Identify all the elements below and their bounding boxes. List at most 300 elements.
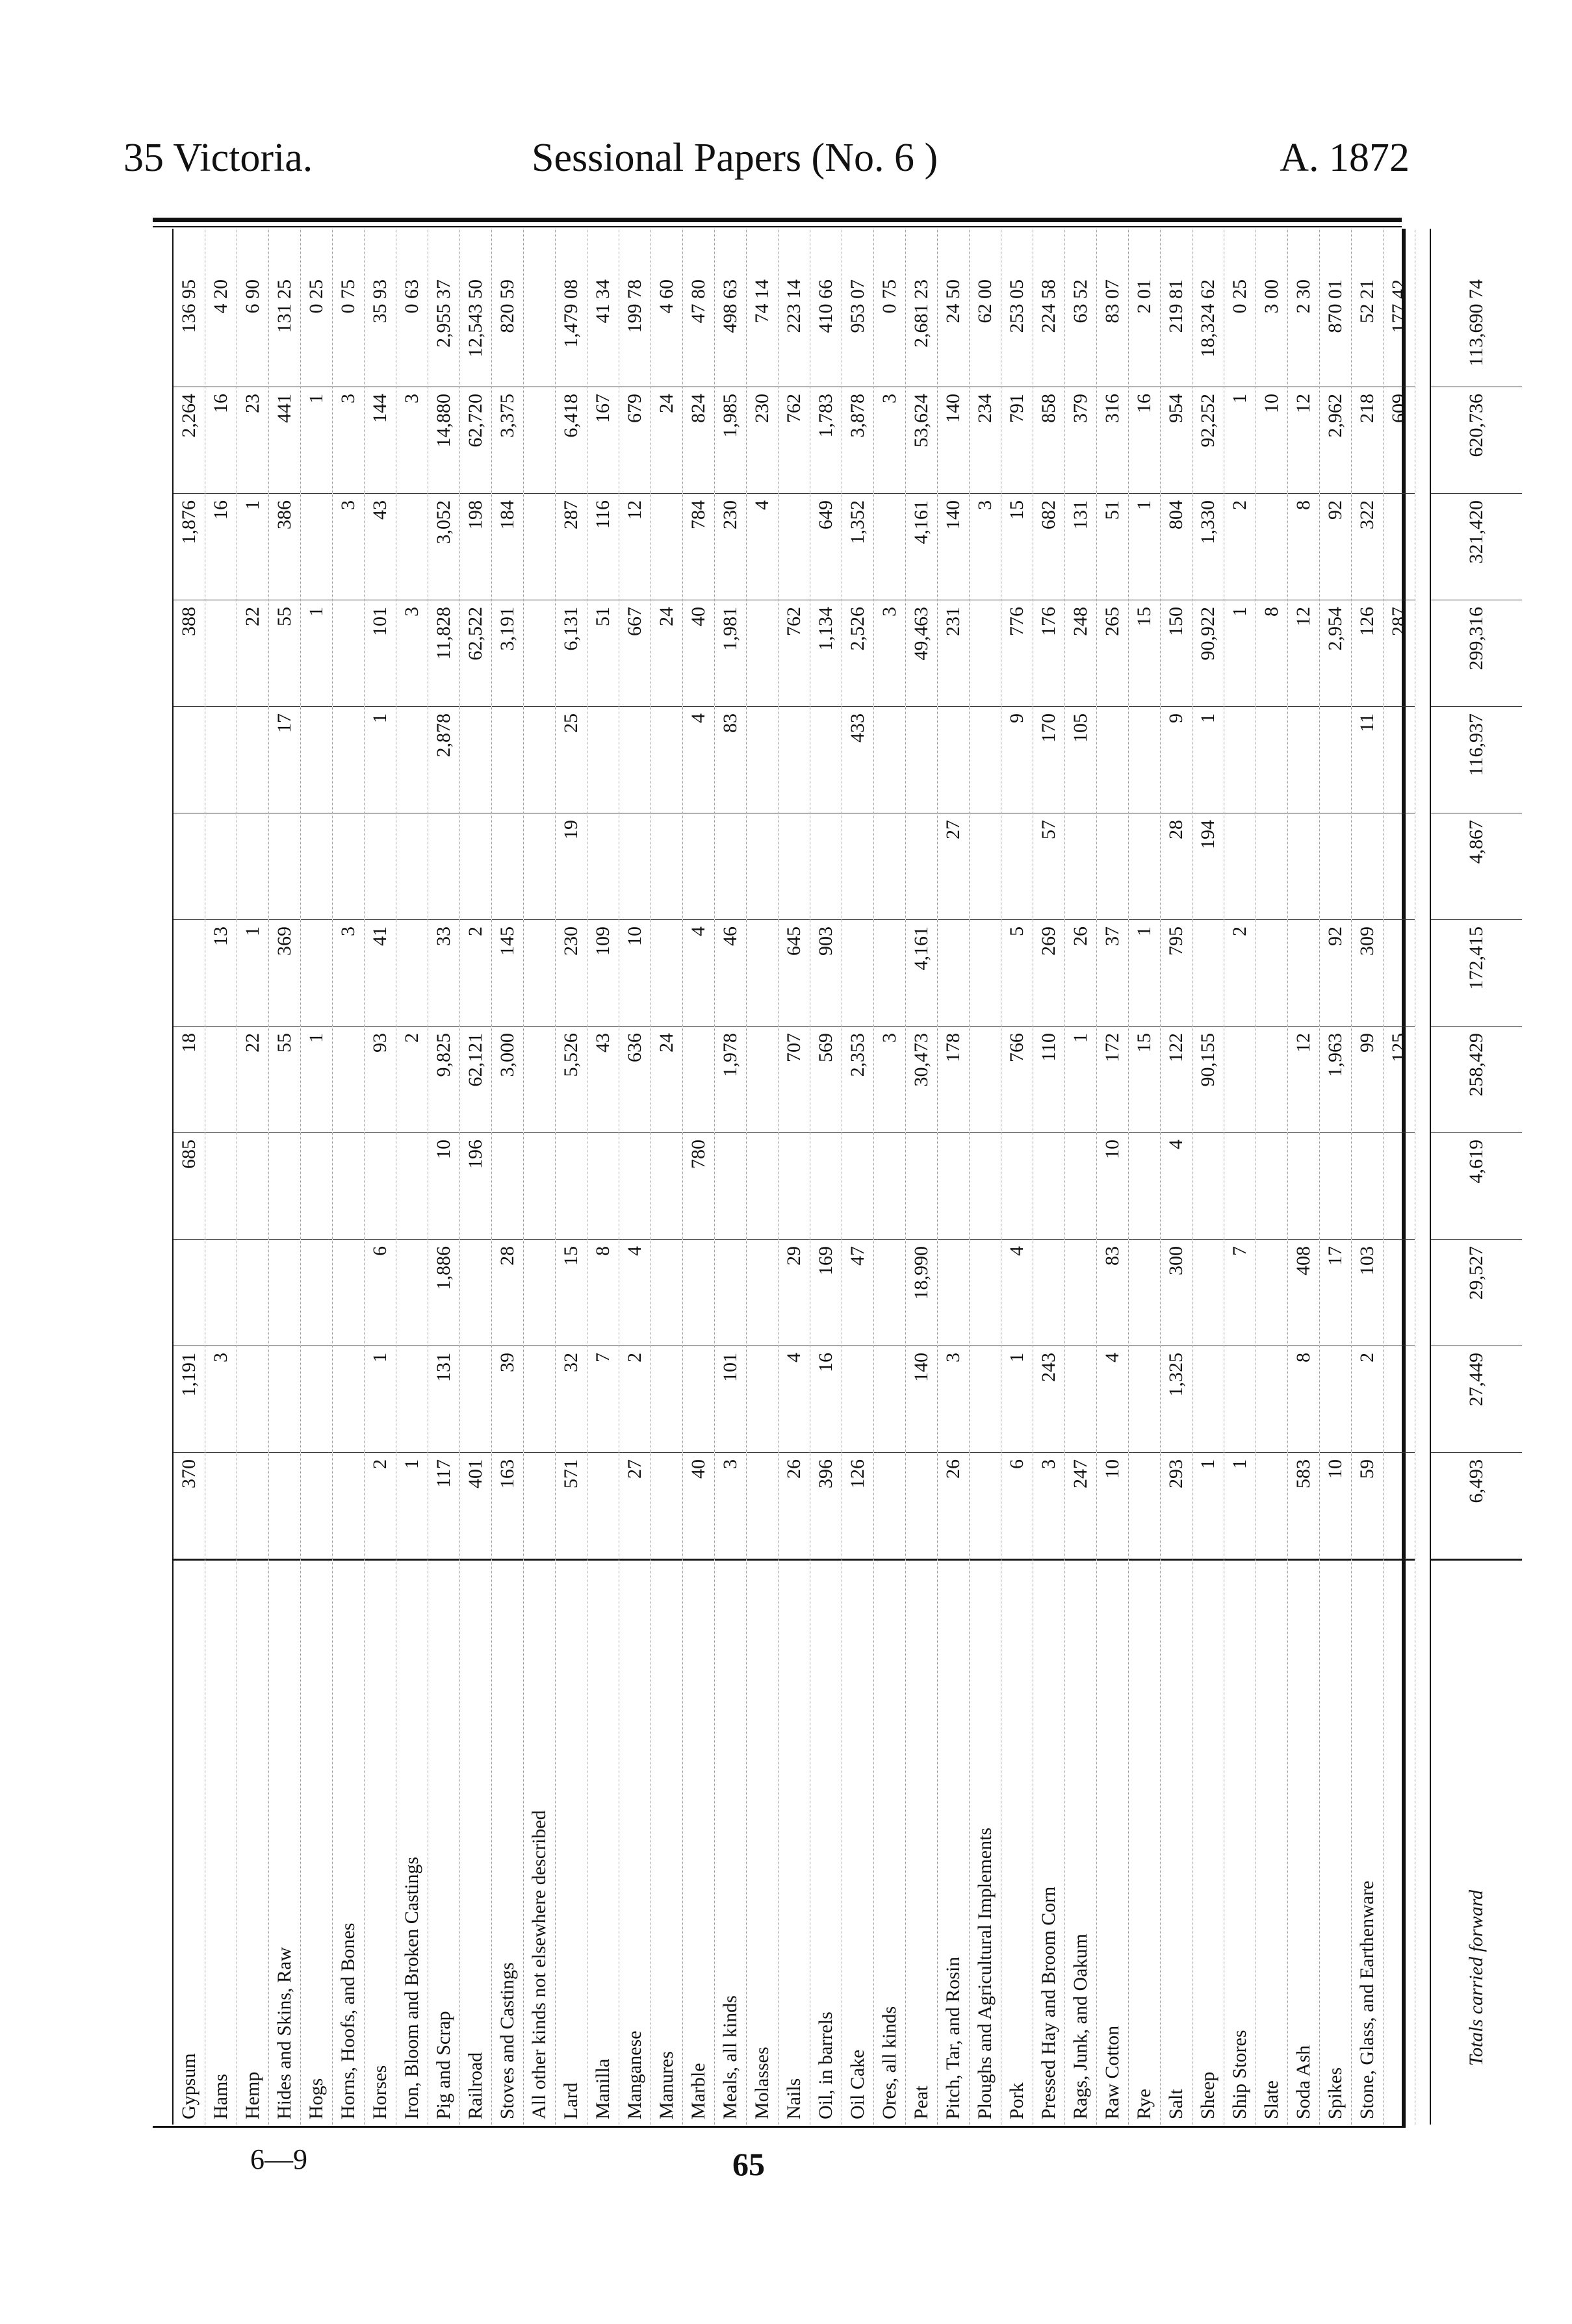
table-cell: 170 xyxy=(1033,707,1064,813)
table-cell: 685 xyxy=(174,1133,205,1240)
table-row xyxy=(1352,229,1384,2125)
table-row xyxy=(1192,229,1224,2125)
table-cell: 52 21 xyxy=(1352,273,1383,387)
table-cell: 131 xyxy=(1065,494,1096,600)
table-cell: 18 xyxy=(174,1027,205,1133)
table-cell: 51 xyxy=(587,600,619,707)
table-cell xyxy=(333,707,364,813)
table-cell xyxy=(1224,1027,1256,1133)
table-cell: 223 14 xyxy=(779,273,810,387)
table-cell: 2,878 xyxy=(428,707,459,813)
table-cell: 15 xyxy=(1001,494,1033,600)
table-cell xyxy=(1129,1133,1160,1240)
table-cell xyxy=(1288,813,1319,920)
table-cell: 609 xyxy=(1384,387,1415,494)
row-label: Pitch, Tar, and Rosin xyxy=(938,1559,969,2125)
row-label: Marble xyxy=(683,1559,714,2125)
row-label: Molasses xyxy=(747,1559,778,2125)
table-cell: 2 30 xyxy=(1288,273,1319,387)
total-cell: 299,316 xyxy=(1431,600,1522,707)
table-cell: 370 xyxy=(174,1453,205,1559)
table-cell: 396 xyxy=(810,1453,842,1559)
table-row xyxy=(492,229,524,2125)
table-cell: 636 xyxy=(619,1027,651,1133)
table-cell: 401 xyxy=(460,1453,491,1559)
table-cell: 4,161 xyxy=(906,920,937,1027)
totals-label: Totals carried forward xyxy=(1431,1559,1522,2125)
table-cell xyxy=(524,387,555,494)
table-cell: 40 xyxy=(683,1453,714,1559)
table-cell: 26 xyxy=(779,1453,810,1559)
table-cell: 234 xyxy=(970,387,1001,494)
table-cell: 1 xyxy=(1224,387,1256,494)
table-cell: 110 xyxy=(1033,1027,1064,1133)
table-row xyxy=(810,229,842,2125)
table-cell xyxy=(651,1133,682,1240)
row-label: Nails xyxy=(779,1559,810,2125)
table-cell xyxy=(524,920,555,1027)
table-cell: 3,000 xyxy=(492,1027,523,1133)
table-cell: 230 xyxy=(715,494,746,600)
table-cell: 776 xyxy=(1001,600,1033,707)
total-cell: 116,937 xyxy=(1431,707,1522,813)
table-cell xyxy=(396,1133,428,1240)
table-cell: 177 42 xyxy=(1384,273,1415,387)
table-cell xyxy=(524,273,555,387)
table-cell: 9 xyxy=(1001,707,1033,813)
table-cell: 18,990 xyxy=(906,1240,937,1346)
table-row xyxy=(524,229,556,2125)
totals-row xyxy=(1430,229,1522,2125)
table-cell xyxy=(524,707,555,813)
table-cell xyxy=(938,1240,969,1346)
table-cell xyxy=(1256,1027,1287,1133)
table-cell: 28 xyxy=(492,1240,523,1346)
table-cell xyxy=(683,1027,714,1133)
signature-mark: 6—9 xyxy=(250,2143,307,2175)
row-label: Soda Ash xyxy=(1288,1559,1319,2125)
table-cell xyxy=(237,1453,268,1559)
table-cell: 386 xyxy=(269,494,300,600)
table-cell: 12 xyxy=(1288,1027,1319,1133)
table-cell: 10 xyxy=(1097,1453,1128,1559)
table-cell: 122 xyxy=(1161,1027,1192,1133)
table-cell xyxy=(333,1027,364,1133)
table-cell: 105 xyxy=(1065,707,1096,813)
table-cell: 1 xyxy=(301,1027,332,1133)
table-cell xyxy=(1001,813,1033,920)
table-cell xyxy=(205,813,237,920)
table-cell: 265 xyxy=(1097,600,1128,707)
row-label: All other kinds not elsewhere described xyxy=(524,1559,555,2125)
table-cell: 8 xyxy=(1256,600,1287,707)
table-cell: 62,121 xyxy=(460,1027,491,1133)
table-cell: 903 xyxy=(810,920,842,1027)
table-cell: 3,878 xyxy=(842,387,873,494)
table-row xyxy=(269,229,301,2125)
table-cell xyxy=(524,600,555,707)
row-label: Horns, Hoofs, and Bones xyxy=(333,1559,364,2125)
table-cell xyxy=(747,1240,778,1346)
table-cell xyxy=(1033,1133,1064,1240)
page-footer xyxy=(0,2138,1572,2215)
table-cell: 4 xyxy=(1161,1133,1192,1240)
table-row xyxy=(1288,229,1320,2125)
table-cell: 3,052 xyxy=(428,494,459,600)
total-cell: 29,527 xyxy=(1431,1240,1522,1346)
table-cell: 2 xyxy=(396,1027,428,1133)
table-cell xyxy=(1288,1133,1319,1240)
table-cell xyxy=(301,1346,332,1453)
table-cell: 2,962 xyxy=(1320,387,1351,494)
table-cell: 53,624 xyxy=(906,387,937,494)
table-row xyxy=(428,229,460,2125)
table-cell: 62,720 xyxy=(460,387,491,494)
table-cell xyxy=(1224,813,1256,920)
table-cell xyxy=(1384,1346,1415,1453)
table-cell: 1,978 xyxy=(715,1027,746,1133)
table-cell: 3 xyxy=(396,387,428,494)
table-cell xyxy=(174,1240,205,1346)
table-cell xyxy=(906,707,937,813)
table-row xyxy=(1033,229,1065,2125)
table-cell xyxy=(396,920,428,1027)
table-cell: 28 xyxy=(1161,813,1192,920)
table-cell: 3,375 xyxy=(492,387,523,494)
table-cell: 22 xyxy=(237,1027,268,1133)
table-cell: 178 xyxy=(938,1027,969,1133)
table-cell: 101 xyxy=(365,600,396,707)
table-cell xyxy=(301,920,332,1027)
table-cell: 4 xyxy=(779,1346,810,1453)
table-cell xyxy=(269,813,300,920)
table-row xyxy=(205,229,237,2125)
table-cell: 433 xyxy=(842,707,873,813)
table-cell xyxy=(1192,1346,1224,1453)
table-cell xyxy=(333,1133,364,1240)
table-cell: 231 xyxy=(938,600,969,707)
table-cell: 8 xyxy=(1288,494,1319,600)
table-cell: 92 xyxy=(1320,494,1351,600)
table-cell: 12 xyxy=(1288,387,1319,494)
table-cell: 1 xyxy=(1224,1453,1256,1559)
table-cell: 953 07 xyxy=(842,273,873,387)
table-cell xyxy=(651,813,682,920)
table-cell xyxy=(396,1346,428,1453)
table-cell: 858 xyxy=(1033,387,1064,494)
table-cell xyxy=(524,1133,555,1240)
table-cell xyxy=(1065,813,1096,920)
table-cell: 269 xyxy=(1033,920,1064,1027)
table-cell xyxy=(1384,1453,1415,1559)
table-cell: 3,191 xyxy=(492,600,523,707)
total-cell: 6,493 xyxy=(1431,1453,1522,1559)
table-cell: 3 xyxy=(970,494,1001,600)
table-cell xyxy=(524,1240,555,1346)
table-row xyxy=(619,229,651,2125)
table-cell: 15 xyxy=(1129,600,1160,707)
table-cell: 184 xyxy=(492,494,523,600)
table-cell: 3 xyxy=(938,1346,969,1453)
table-cell: 11,828 xyxy=(428,600,459,707)
table-cell xyxy=(1320,1133,1351,1240)
table-row xyxy=(1001,229,1033,2125)
table-cell: 92 xyxy=(1320,920,1351,1027)
row-label: Pork xyxy=(1001,1559,1033,2125)
table-cell: 571 xyxy=(556,1453,587,1559)
table-cell xyxy=(524,813,555,920)
total-cell: 113,690 74 xyxy=(1431,273,1522,387)
table-cell: 14,880 xyxy=(428,387,459,494)
table-cell xyxy=(269,1133,300,1240)
row-label: Slate xyxy=(1256,1559,1287,2125)
table-cell xyxy=(1288,920,1319,1027)
table-cell xyxy=(237,813,268,920)
table-cell xyxy=(842,1346,873,1453)
table-cell xyxy=(460,1346,491,1453)
table-cell: 144 xyxy=(365,387,396,494)
table-cell xyxy=(1192,1240,1224,1346)
table-cell xyxy=(1256,1346,1287,1453)
table-cell xyxy=(842,813,873,920)
table-cell: 6 xyxy=(1001,1453,1033,1559)
row-label: Lard xyxy=(556,1559,587,2125)
table-cell xyxy=(906,1453,937,1559)
table-row xyxy=(651,229,683,2125)
table-cell xyxy=(460,1240,491,1346)
table-cell: 150 xyxy=(1161,600,1192,707)
table-row xyxy=(906,229,938,2125)
table-cell: 4 xyxy=(683,920,714,1027)
table-cell: 498 63 xyxy=(715,273,746,387)
table-cell: 287 xyxy=(556,494,587,600)
table-cell xyxy=(874,1133,905,1240)
table-cell xyxy=(396,707,428,813)
table-cell: 6 xyxy=(365,1240,396,1346)
table-cell: 791 xyxy=(1001,387,1033,494)
table-cell xyxy=(874,813,905,920)
table-cell: 300 xyxy=(1161,1240,1192,1346)
table-cell xyxy=(1320,707,1351,813)
table-cell: 19 xyxy=(556,813,587,920)
table-cell: 954 xyxy=(1161,387,1192,494)
table-cell xyxy=(938,920,969,1027)
table-cell: 62,522 xyxy=(460,600,491,707)
table-cell xyxy=(1192,920,1224,1027)
table-cell: 10 xyxy=(428,1133,459,1240)
table-cell: 3 xyxy=(396,600,428,707)
table-cell: 83 xyxy=(1097,1240,1128,1346)
table-cell xyxy=(651,1240,682,1346)
table-cell xyxy=(619,1133,651,1240)
table-cell xyxy=(396,813,428,920)
table-cell: 49,463 xyxy=(906,600,937,707)
table-cell: 3 xyxy=(333,494,364,600)
table-cell xyxy=(492,707,523,813)
table-cell: 74 14 xyxy=(747,273,778,387)
table-cell: 47 xyxy=(842,1240,873,1346)
table-cell xyxy=(1384,813,1415,920)
table-cell: 99 xyxy=(1352,1027,1383,1133)
table-cell xyxy=(237,1240,268,1346)
total-cell: 4,867 xyxy=(1431,813,1522,920)
table-cell xyxy=(747,707,778,813)
table-cell: 870 01 xyxy=(1320,273,1351,387)
table-header-rule xyxy=(153,229,174,2125)
table-cell xyxy=(174,707,205,813)
running-head-left: 35 Victoria. xyxy=(123,136,313,180)
table-cell xyxy=(1256,494,1287,600)
table-cell: 30,473 xyxy=(906,1027,937,1133)
row-label: Spikes xyxy=(1320,1559,1351,2125)
table-cell: 131 25 xyxy=(269,273,300,387)
table-cell xyxy=(874,920,905,1027)
table-cell: 83 07 xyxy=(1097,273,1128,387)
table-cell: 1 xyxy=(1065,1027,1096,1133)
table-cell xyxy=(1001,1133,1033,1240)
table-cell xyxy=(683,1240,714,1346)
table-cell xyxy=(970,707,1001,813)
table-row xyxy=(365,229,396,2125)
table-cell xyxy=(747,1453,778,1559)
table-cell: 1,981 xyxy=(715,600,746,707)
table-cell xyxy=(906,813,937,920)
table-cell xyxy=(970,1027,1001,1133)
table-cell xyxy=(587,813,619,920)
table-cell xyxy=(333,813,364,920)
table-cell xyxy=(1192,1133,1224,1240)
total-cell: 321,420 xyxy=(1431,494,1522,600)
table-cell xyxy=(683,1346,714,1453)
table-cell: 2 xyxy=(460,920,491,1027)
table-cell xyxy=(842,1133,873,1240)
table-cell xyxy=(779,813,810,920)
table-cell: 17 xyxy=(1320,1240,1351,1346)
table-cell xyxy=(1129,1346,1160,1453)
table-cell: 3 xyxy=(205,1346,237,1453)
row-label: Hemp xyxy=(237,1559,268,2125)
table-cell: 163 xyxy=(492,1453,523,1559)
table-cell: 5 xyxy=(1001,920,1033,1027)
table-cell: 219 81 xyxy=(1161,273,1192,387)
table-cell: 1 xyxy=(301,600,332,707)
table-cell: 1,963 xyxy=(1320,1027,1351,1133)
table-row xyxy=(1129,229,1161,2125)
total-cell: 620,736 xyxy=(1431,387,1522,494)
table-cell: 410 66 xyxy=(810,273,842,387)
table-cell: 43 xyxy=(365,494,396,600)
table-cell xyxy=(1256,1240,1287,1346)
table-cell xyxy=(970,813,1001,920)
table-cell: 7 xyxy=(587,1346,619,1453)
table-cell: 90,155 xyxy=(1192,1027,1224,1133)
table-cell: 55 xyxy=(269,1027,300,1133)
table-cell: 27 xyxy=(938,813,969,920)
table-cell xyxy=(524,1453,555,1559)
table-cell: 24 xyxy=(651,600,682,707)
table-cell xyxy=(747,813,778,920)
table-cell: 41 34 xyxy=(587,273,619,387)
table-cell xyxy=(1352,813,1383,920)
table-cell: 7 xyxy=(1224,1240,1256,1346)
table-cell xyxy=(365,1133,396,1240)
table-cell: 230 xyxy=(556,920,587,1027)
table-cell: 3 xyxy=(333,387,364,494)
table-row xyxy=(779,229,810,2125)
table-cell xyxy=(1384,1240,1415,1346)
table-cell xyxy=(460,707,491,813)
table-row xyxy=(237,229,269,2125)
table-cell xyxy=(205,1453,237,1559)
table-cell xyxy=(587,707,619,813)
table-cell: 136 95 xyxy=(174,273,205,387)
table-cell xyxy=(301,1133,332,1240)
row-label: Hogs xyxy=(301,1559,332,2125)
table-row xyxy=(1097,229,1129,2125)
table-cell xyxy=(492,813,523,920)
table-cell: 12 xyxy=(619,494,651,600)
table-cell: 1 xyxy=(365,707,396,813)
table-cell: 1 xyxy=(1192,707,1224,813)
table-cell xyxy=(874,1453,905,1559)
table-cell xyxy=(810,1133,842,1240)
table-cell: 15 xyxy=(556,1240,587,1346)
table-cell: 140 xyxy=(906,1346,937,1453)
table-cell xyxy=(301,707,332,813)
table-cell: 3 xyxy=(333,920,364,1027)
table-cell xyxy=(970,1453,1001,1559)
table-cell xyxy=(874,707,905,813)
table-cell: 26 xyxy=(938,1453,969,1559)
row-label xyxy=(1384,1559,1415,2125)
table-cell: 1,134 xyxy=(810,600,842,707)
table-cell: 199 78 xyxy=(619,273,651,387)
table-cell: 25 xyxy=(556,707,587,813)
table-cell xyxy=(333,1453,364,1559)
table-cell: 784 xyxy=(683,494,714,600)
table-cell: 762 xyxy=(779,600,810,707)
table-cell: 1 xyxy=(365,1346,396,1453)
row-label: Hides and Skins, Raw xyxy=(269,1559,300,2125)
table-cell: 2,955 37 xyxy=(428,273,459,387)
table-cell xyxy=(779,494,810,600)
table-top-rule-thin xyxy=(153,226,1402,227)
table-cell xyxy=(1256,707,1287,813)
table-cell: 93 xyxy=(365,1027,396,1133)
table-row xyxy=(396,229,428,2125)
table-cell: 59 xyxy=(1352,1453,1383,1559)
table-cell: 126 xyxy=(1352,600,1383,707)
table-cell: 253 05 xyxy=(1001,273,1033,387)
table-cell: 16 xyxy=(205,387,237,494)
table-cell: 41 xyxy=(365,920,396,1027)
table-cell: 17 xyxy=(269,707,300,813)
table-cell xyxy=(587,1453,619,1559)
table-cell: 1,330 xyxy=(1192,494,1224,600)
row-label: Manganese xyxy=(619,1559,651,2125)
table-cell xyxy=(237,707,268,813)
table-cell: 218 xyxy=(1352,387,1383,494)
table-cell xyxy=(1256,1453,1287,1559)
row-label: Manures xyxy=(651,1559,682,2125)
table-cell xyxy=(301,494,332,600)
table-cell: 679 xyxy=(619,387,651,494)
table-cell xyxy=(651,1346,682,1453)
table-cell xyxy=(651,920,682,1027)
table-row xyxy=(301,229,333,2125)
table-cell xyxy=(1097,707,1128,813)
table-cell: 39 xyxy=(492,1346,523,1453)
